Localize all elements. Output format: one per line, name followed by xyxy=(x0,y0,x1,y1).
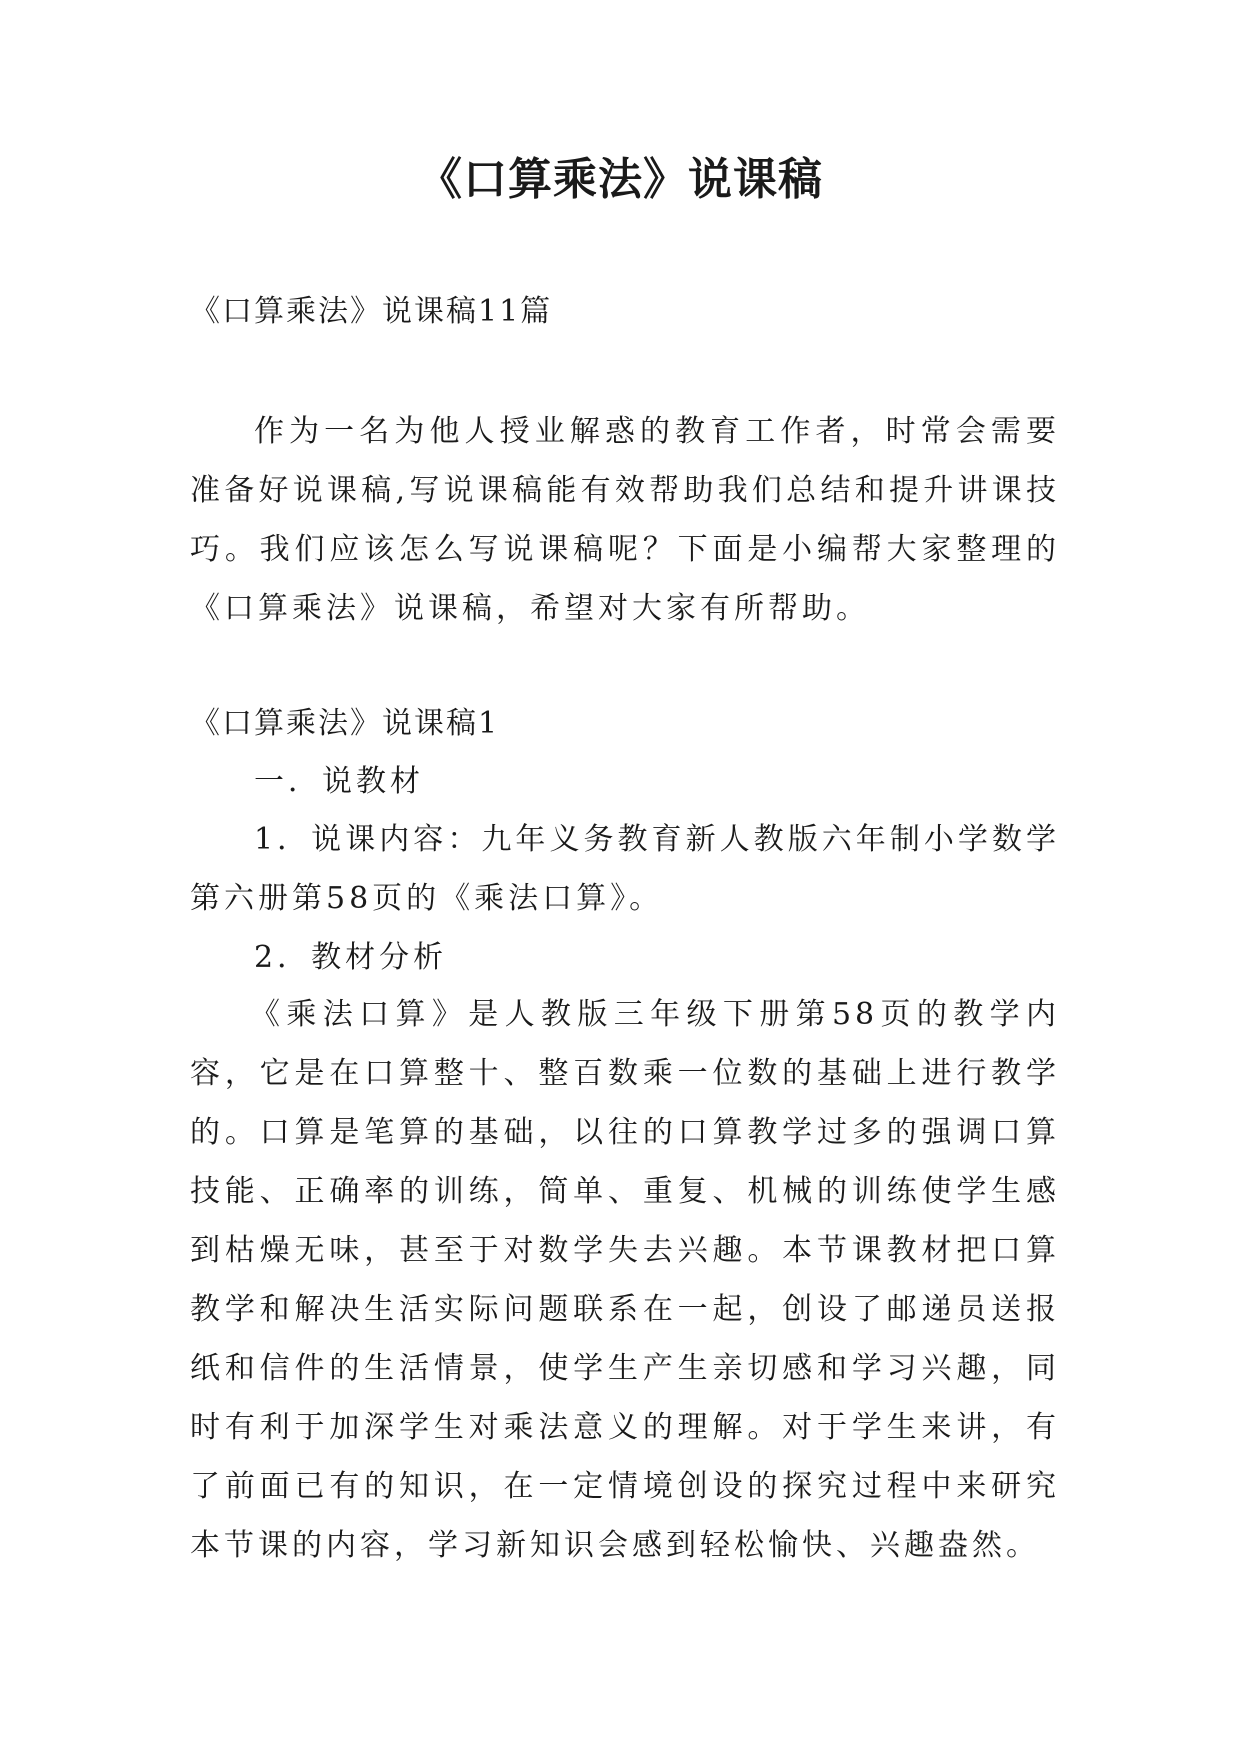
part-one-heading: 一．说教材 xyxy=(254,764,424,799)
section-heading: 《口算乘法》说课稿1 xyxy=(190,706,500,741)
document-subtitle: 《口算乘法》说课稿11篇 xyxy=(190,294,553,329)
intro-paragraph: 作为一名为他人授业解惑的教育工作者，时常会需要准备好说课稿,写说课稿能有效帮助我们总结和提升讲课技巧。我们应该怎么写说课稿呢？下面是小编帮大家整理的《口算乘法》说课稿，希望对大家有所帮助。 xyxy=(190,414,1060,626)
item-two-heading: 2．教材分析 xyxy=(254,940,448,975)
analysis-paragraph: 《乘法口算》是人教版三年级下册第58页的教学内容，它是在口算整十、整百数乘一位数的基础上进行教学的。口算是笔算的基础，以往的口算教学过多的强调口算技能、正确率的训练，简单、重复、机械的训练使学生感到枯燥无味，甚至于对数学失去兴趣。本节课教材把口算教学和解决生活实际问题联系在一起，创设了邮递员送报纸和信件的生活情景，使学生产生亲切感和学习兴趣，同时有利于加深学生对乘法意义的理解。对于学生来讲，有了前面已有的知识，在一定情境创设的探究过程中来研究本节课的内容，学习新知识会感到轻松愉快、兴趣盎然。 xyxy=(190,997,1060,1563)
item-one-paragraph: 1．说课内容：九年义务教育新人教版六年制小学数学第六册第58页的《乘法口算》。 xyxy=(190,822,1060,916)
document-title: 《口算乘法》说课稿 xyxy=(418,154,823,205)
